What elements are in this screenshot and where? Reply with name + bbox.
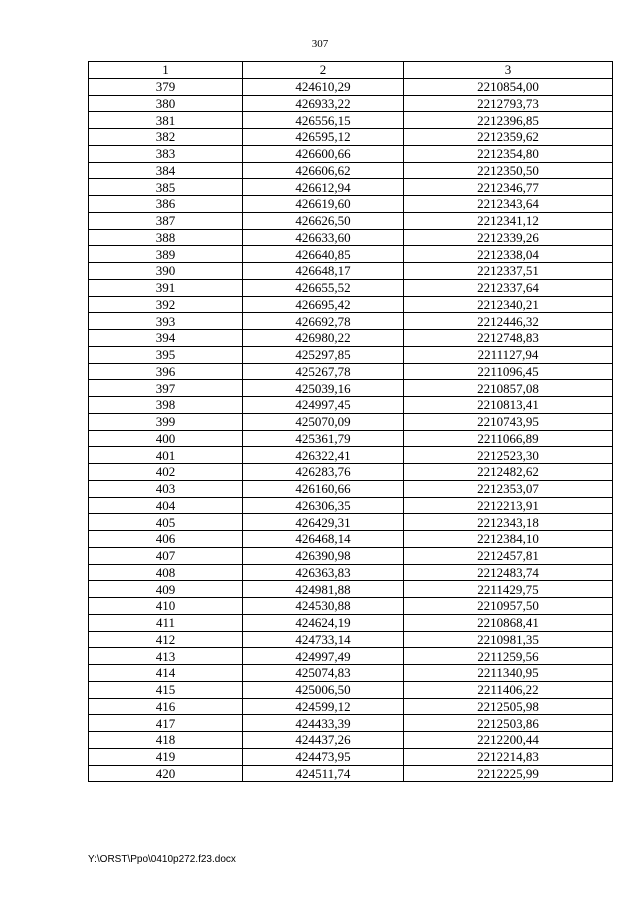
y-coordinate-cell: 2212346,77	[404, 179, 613, 196]
table-row	[89, 78, 613, 95]
point-number-cell: 389	[89, 246, 243, 263]
x-coordinate-cell: 424997,45	[243, 397, 404, 414]
point-number-cell: 418	[89, 732, 243, 749]
table-row	[89, 497, 613, 514]
point-number-cell: 397	[89, 380, 243, 397]
x-coordinate-cell: 424473,95	[243, 748, 404, 765]
table-row	[89, 564, 613, 581]
point-number-cell: 383	[89, 145, 243, 162]
table-body	[89, 78, 613, 782]
x-coordinate-cell: 425006,50	[243, 681, 404, 698]
x-coordinate-cell: 426363,83	[243, 564, 404, 581]
y-coordinate-cell: 2212343,18	[404, 514, 613, 531]
point-number-cell: 401	[89, 447, 243, 464]
table-row	[89, 732, 613, 749]
y-coordinate-cell: 2212225,99	[404, 765, 613, 782]
x-coordinate-cell: 425070,09	[243, 413, 404, 430]
x-coordinate-cell: 424733,14	[243, 631, 404, 648]
x-coordinate-cell: 426600,66	[243, 145, 404, 162]
table-row	[89, 598, 613, 615]
x-coordinate-cell: 426606,62	[243, 162, 404, 179]
table-row	[89, 430, 613, 447]
point-number-cell: 384	[89, 162, 243, 179]
y-coordinate-cell: 2211066,89	[404, 430, 613, 447]
table-row	[89, 95, 613, 112]
y-coordinate-cell: 2212523,30	[404, 447, 613, 464]
y-coordinate-cell: 2212748,83	[404, 330, 613, 347]
x-coordinate-cell: 426468,14	[243, 531, 404, 548]
table-row	[89, 531, 613, 548]
point-number-cell: 403	[89, 480, 243, 497]
y-coordinate-cell: 2212200,44	[404, 732, 613, 749]
table-row	[89, 765, 613, 782]
point-number-cell: 399	[89, 413, 243, 430]
x-coordinate-cell: 426612,94	[243, 179, 404, 196]
table-row	[89, 196, 613, 213]
x-coordinate-cell: 426429,31	[243, 514, 404, 531]
table-row	[89, 145, 613, 162]
table-row	[89, 212, 613, 229]
x-coordinate-cell: 424437,26	[243, 732, 404, 749]
point-number-cell: 408	[89, 564, 243, 581]
y-coordinate-cell: 2210857,08	[404, 380, 613, 397]
y-coordinate-cell: 2211259,56	[404, 648, 613, 665]
y-coordinate-cell: 2212457,81	[404, 547, 613, 564]
y-coordinate-cell: 2211127,94	[404, 346, 613, 363]
y-coordinate-cell: 2212340,21	[404, 296, 613, 313]
table-row	[89, 748, 613, 765]
point-number-cell: 396	[89, 363, 243, 380]
table-row	[89, 179, 613, 196]
x-coordinate-cell: 424624,19	[243, 614, 404, 631]
point-number-cell: 420	[89, 765, 243, 782]
point-number-cell: 415	[89, 681, 243, 698]
point-number-cell: 393	[89, 313, 243, 330]
table-row	[89, 514, 613, 531]
x-coordinate-cell: 424981,88	[243, 581, 404, 598]
x-coordinate-cell: 426390,98	[243, 547, 404, 564]
table-row	[89, 665, 613, 682]
y-coordinate-cell: 2212214,83	[404, 748, 613, 765]
point-number-cell: 405	[89, 514, 243, 531]
y-coordinate-cell: 2212483,74	[404, 564, 613, 581]
x-coordinate-cell: 424610,29	[243, 78, 404, 95]
x-coordinate-cell: 426695,42	[243, 296, 404, 313]
x-coordinate-cell: 426556,15	[243, 112, 404, 129]
y-coordinate-cell: 2212446,32	[404, 313, 613, 330]
y-coordinate-cell: 2211340,95	[404, 665, 613, 682]
table-row	[89, 346, 613, 363]
point-number-cell: 381	[89, 112, 243, 129]
point-number-cell: 413	[89, 648, 243, 665]
point-number-cell: 402	[89, 464, 243, 481]
y-coordinate-cell: 2210813,41	[404, 397, 613, 414]
point-number-cell: 398	[89, 397, 243, 414]
y-coordinate-cell: 2212396,85	[404, 112, 613, 129]
x-coordinate-cell: 425267,78	[243, 363, 404, 380]
point-number-cell: 407	[89, 547, 243, 564]
x-coordinate-cell: 426306,35	[243, 497, 404, 514]
y-coordinate-cell: 2211096,45	[404, 363, 613, 380]
column-header-1: 1	[89, 62, 243, 79]
x-coordinate-cell: 426933,22	[243, 95, 404, 112]
x-coordinate-cell: 425074,83	[243, 665, 404, 682]
y-coordinate-cell: 2211406,22	[404, 681, 613, 698]
table-row	[89, 614, 613, 631]
x-coordinate-cell: 425361,79	[243, 430, 404, 447]
y-coordinate-cell: 2212793,73	[404, 95, 613, 112]
point-number-cell: 387	[89, 212, 243, 229]
y-coordinate-cell: 2212505,98	[404, 698, 613, 715]
x-coordinate-cell: 426619,60	[243, 196, 404, 213]
x-coordinate-cell: 426980,22	[243, 330, 404, 347]
table-row	[89, 380, 613, 397]
table-row	[89, 296, 613, 313]
x-coordinate-cell: 426283,76	[243, 464, 404, 481]
y-coordinate-cell: 2212359,62	[404, 129, 613, 146]
x-coordinate-cell: 424530,88	[243, 598, 404, 615]
point-number-cell: 390	[89, 263, 243, 280]
point-number-cell: 400	[89, 430, 243, 447]
table-row	[89, 112, 613, 129]
page-number: 307	[311, 38, 329, 50]
table-row	[89, 547, 613, 564]
x-coordinate-cell: 424599,12	[243, 698, 404, 715]
point-number-cell: 392	[89, 296, 243, 313]
table-row	[89, 263, 613, 280]
point-number-cell: 411	[89, 614, 243, 631]
table-row	[89, 480, 613, 497]
column-header-3: 3	[404, 62, 613, 79]
y-coordinate-cell: 2212482,62	[404, 464, 613, 481]
column-header-2: 2	[243, 62, 404, 79]
table-row	[89, 715, 613, 732]
table-row	[89, 413, 613, 430]
y-coordinate-cell: 2210743,95	[404, 413, 613, 430]
x-coordinate-cell: 426626,50	[243, 212, 404, 229]
y-coordinate-cell: 2212350,50	[404, 162, 613, 179]
point-number-cell: 382	[89, 129, 243, 146]
y-coordinate-cell: 2210868,41	[404, 614, 613, 631]
point-number-cell: 419	[89, 748, 243, 765]
point-number-cell: 417	[89, 715, 243, 732]
point-number-cell: 380	[89, 95, 243, 112]
y-coordinate-cell: 2212341,12	[404, 212, 613, 229]
table-row	[89, 581, 613, 598]
x-coordinate-cell: 426322,41	[243, 447, 404, 464]
y-coordinate-cell: 2212354,80	[404, 145, 613, 162]
table-row	[89, 246, 613, 263]
y-coordinate-cell: 2210957,50	[404, 598, 613, 615]
table-row	[89, 229, 613, 246]
x-coordinate-cell: 426633,60	[243, 229, 404, 246]
table-row	[89, 313, 613, 330]
table-row	[89, 363, 613, 380]
x-coordinate-cell: 425297,85	[243, 346, 404, 363]
table-row	[89, 162, 613, 179]
table-row	[89, 464, 613, 481]
x-coordinate-cell: 424433,39	[243, 715, 404, 732]
table-row	[89, 648, 613, 665]
point-number-cell: 412	[89, 631, 243, 648]
x-coordinate-cell: 425039,16	[243, 380, 404, 397]
point-number-cell: 388	[89, 229, 243, 246]
y-coordinate-cell: 2212337,51	[404, 263, 613, 280]
x-coordinate-cell: 426160,66	[243, 480, 404, 497]
point-number-cell: 391	[89, 279, 243, 296]
y-coordinate-cell: 2212213,91	[404, 497, 613, 514]
coordinates-table	[88, 61, 613, 782]
y-coordinate-cell: 2210981,35	[404, 631, 613, 648]
y-coordinate-cell: 2212353,07	[404, 480, 613, 497]
x-coordinate-cell: 424511,74	[243, 765, 404, 782]
point-number-cell: 410	[89, 598, 243, 615]
table-row	[89, 681, 613, 698]
table-row	[89, 698, 613, 715]
y-coordinate-cell: 2212384,10	[404, 531, 613, 548]
table-row	[89, 279, 613, 296]
point-number-cell: 385	[89, 179, 243, 196]
x-coordinate-cell: 426692,78	[243, 313, 404, 330]
point-number-cell: 409	[89, 581, 243, 598]
point-number-cell: 394	[89, 330, 243, 347]
table-header-row	[89, 62, 613, 79]
point-number-cell: 416	[89, 698, 243, 715]
y-coordinate-cell: 2211429,75	[404, 581, 613, 598]
y-coordinate-cell: 2212503,86	[404, 715, 613, 732]
point-number-cell: 404	[89, 497, 243, 514]
y-coordinate-cell: 2212343,64	[404, 196, 613, 213]
y-coordinate-cell: 2210854,00	[404, 78, 613, 95]
y-coordinate-cell: 2212339,26	[404, 229, 613, 246]
table-row	[89, 330, 613, 347]
table-row	[89, 397, 613, 414]
point-number-cell: 386	[89, 196, 243, 213]
x-coordinate-cell: 426648,17	[243, 263, 404, 280]
table-row	[89, 447, 613, 464]
point-number-cell: 406	[89, 531, 243, 548]
x-coordinate-cell: 426640,85	[243, 246, 404, 263]
y-coordinate-cell: 2212337,64	[404, 279, 613, 296]
x-coordinate-cell: 426595,12	[243, 129, 404, 146]
point-number-cell: 379	[89, 78, 243, 95]
y-coordinate-cell: 2212338,04	[404, 246, 613, 263]
x-coordinate-cell: 424997,49	[243, 648, 404, 665]
table-row	[89, 129, 613, 146]
x-coordinate-cell: 426655,52	[243, 279, 404, 296]
point-number-cell: 395	[89, 346, 243, 363]
point-number-cell: 414	[89, 665, 243, 682]
file-path-footer: Y:\ORST\Ppo\0410p272.f23.docx	[88, 854, 236, 865]
table-row	[89, 631, 613, 648]
